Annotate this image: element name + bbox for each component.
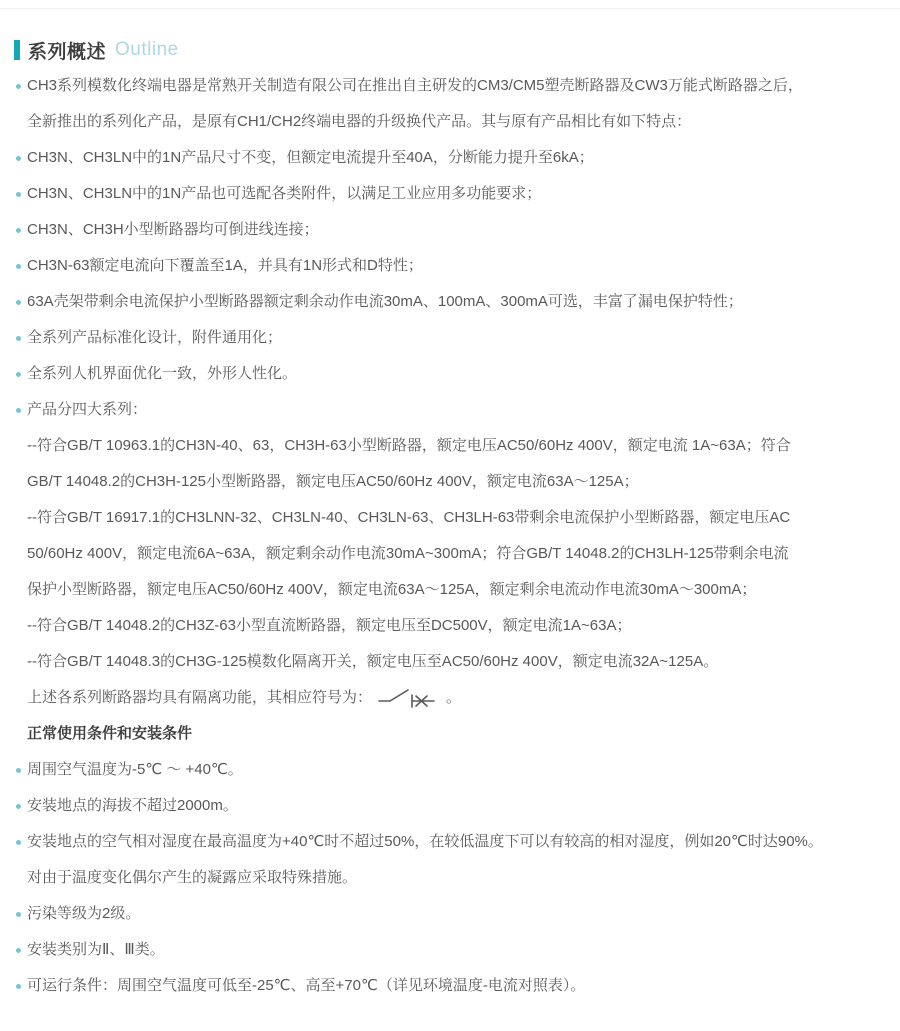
bullet-line: CH3N、CH3LN中的1N产品尺寸不变，但额定电流提升至40A，分断能力提升至6kA；	[14, 140, 892, 176]
bullet-line: CH3N、CH3H小型断路器均可倒进线连接；	[14, 212, 892, 248]
bullet-line: 产品分四大系列：	[14, 392, 892, 428]
bullet-line: 63A壳架带剩余电流保护小型断路器额定剩余动作电流30mA、100mA、300mA可选，丰富了漏电保护特性；	[14, 284, 892, 320]
title-accent-bar	[14, 40, 20, 60]
section-heading: 正常使用条件和安装条件	[27, 725, 193, 742]
bullet-line: 周围空气温度为-5℃ ～ +40℃。	[14, 752, 892, 788]
bullet-line: CH3系列模数化终端电器是常熟开关制造有限公司在推出自主研发的CM3/CM5塑壳断路器及CW3万能式断路器之后，	[14, 68, 892, 104]
bullet-line: 安装地点的空气相对湿度在最高温度为+40℃时不超过50%，在较低温度下可以有较高的相对湿度，例如20℃时达90%。	[14, 824, 892, 860]
bullet-line: CH3N-63额定电流向下覆盖至1A，并具有1N形式和D特性；	[14, 248, 892, 284]
text-line: --符合GB/T 16917.1的CH3LNN-32、CH3LN-40、CH3LN-63、CH3LH-63带剩余电流保护小型断路器，额定电压AC	[27, 509, 791, 526]
symbol-line	[14, 680, 892, 716]
text-line: 对由于温度变化偶尔产生的凝露应采取特殊措施。	[27, 869, 358, 886]
text-line: 全新推出的系列化产品，是原有CH1/CH2终端电器的升级换代产品。其与原有产品相比有如下特点：	[27, 113, 692, 130]
text-line: 保护小型断路器，额定电压AC50/60Hz 400V，额定电流63A～125A，额定剩余电流动作电流30mA～300mA；	[27, 581, 757, 598]
bullet-line: 污染等级为2级。	[14, 896, 892, 932]
text-line: --符合GB/T 14048.2的CH3Z-63小型直流断路器，额定电压至DC500V，额定电流1A~63A；	[27, 617, 632, 634]
bullet-line: 全系列人机界面优化一致，外形人性化。	[14, 356, 892, 392]
bullet-line: 安装类别为Ⅱ、Ⅲ类。	[14, 932, 892, 968]
outline-text-list	[14, 68, 892, 1004]
text-line: --符合GB/T 10963.1的CH3N-40、63，CH3H-63小型断路器，额定电压AC50/60Hz 400V，额定电流 1A~63A；符合	[27, 437, 791, 454]
isolator-switch-symbol-icon	[378, 684, 436, 708]
bullet-line: 可运行条件：周围空气温度可低至-25℃、高至+70℃（详见环境温度-电流对照表）。	[14, 968, 892, 1004]
symbol-line-suffix: 。	[446, 689, 462, 706]
section-title-row	[14, 38, 892, 62]
bullet-line: 安装地点的海拔不超过2000m。	[14, 788, 892, 824]
bullet-line: CH3N、CH3LN中的1N产品也可选配各类附件，以满足工业应用多功能要求；	[14, 176, 892, 212]
text-line: GB/T 14048.2的CH3H-125小型断路器，额定电压AC50/60Hz 400V，额定电流63A～125A；	[27, 473, 639, 490]
text-line: 50/60Hz 400V，额定电流6A~63A，额定剩余动作电流30mA~300mA；符合GB/T 14048.2的CH3LH-125带剩余电流	[27, 545, 789, 562]
text-line: --符合GB/T 14048.3的CH3G-125模数化隔离开关，额定电压至AC50/60Hz 400V，额定电流32A~125A。	[27, 653, 719, 670]
symbol-line-prefix: 上述各系列断路器均具有隔离功能，其相应符号为：	[27, 689, 373, 706]
page-subtitle: Outline	[115, 39, 179, 60]
page-top-divider	[0, 8, 900, 9]
page-title: 系列概述	[28, 41, 107, 63]
bullet-line: 全系列产品标准化设计，附件通用化；	[14, 320, 892, 356]
